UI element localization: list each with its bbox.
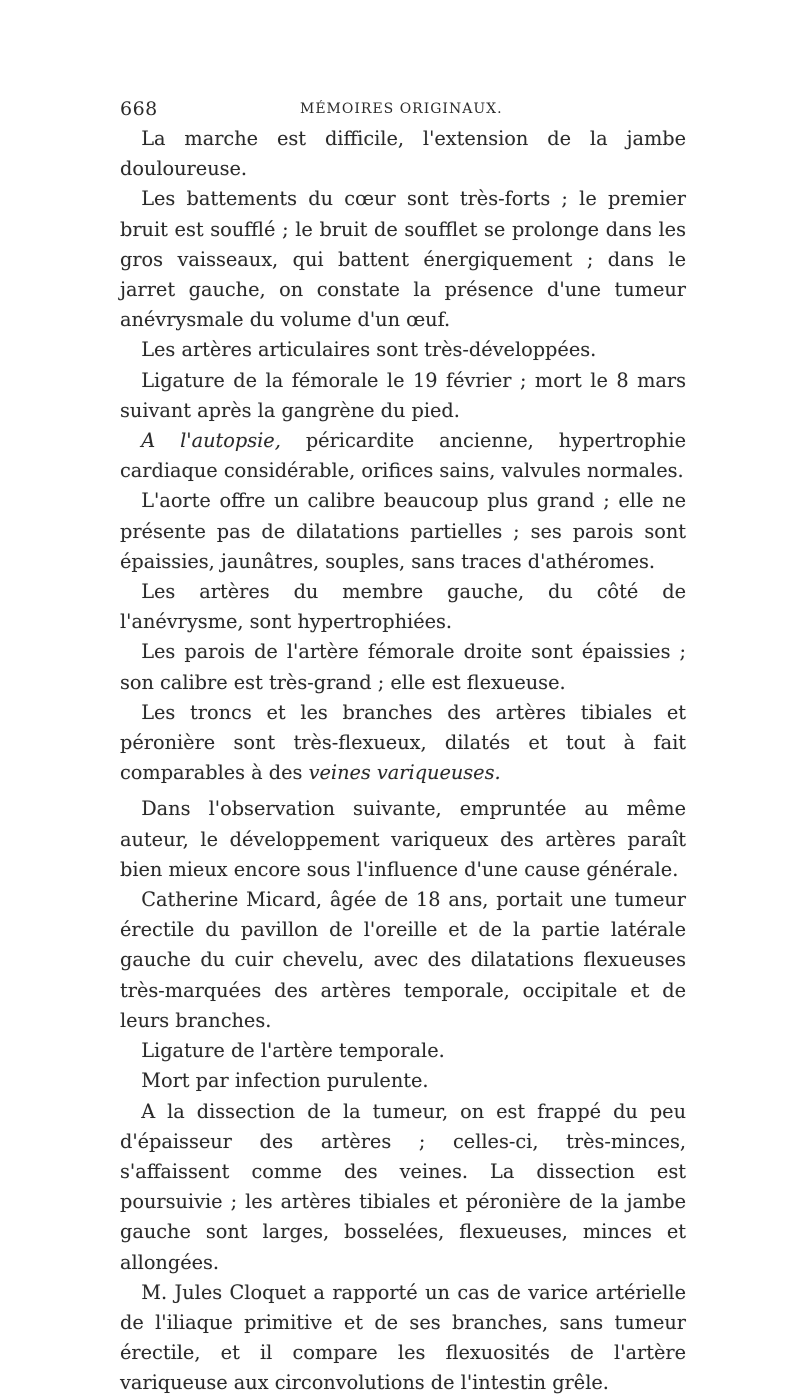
italic-trail: veines variqueuses. <box>308 761 501 785</box>
paragraph: Les troncs et les branches des artères tibiales et péronière sont très-flexueux, dilatés et tout à fait comparables à des veines variqueuses. <box>120 700 686 785</box>
paragraph: M. Jules Cloquet a rapporté un cas de varice artérielle de l'iliaque primitive et de ses branches, sans tumeur érectile, et il compare les flexuosités de l'artère variqueuse aux circonvolutions de l'intestin grêle. <box>120 1280 686 1395</box>
italic-lead: A l'autopsie, <box>141 429 281 453</box>
paragraph: A la dissection de la tumeur, on est frappé du peu d'épaisseur des artères ; celles-ci, très-minces, s'affaissent comme des veines. La dissection est poursuivie ; les artères tibiales et péronière de la jambe gauche sont larges, bosselées, flexueuses, minces et allongées. <box>120 1099 686 1274</box>
paragraph: A l'autopsie, péricardite ancienne, hypertrophie cardiaque considérable, orifices sains, valvules normales. <box>120 429 687 483</box>
paragraph: Les artères du membre gauche, du côté de l'anévrysme, sont hypertrophiées. <box>120 580 686 634</box>
body-text <box>120 124 686 1399</box>
page-header <box>120 98 680 122</box>
paragraph: Dans l'observation suivante, empruntée au même auteur, le développement variqueux des artères paraît bien mieux encore sous l'influence d'une cause générale. <box>120 797 686 881</box>
paragraph: Catherine Micard, âgée de 18 ans, portait une tumeur érectile du pavillon de l'oreille et de la partie latérale gauche du cuir chevelu, avec des dilatations flexueuses très-marquées des artères temporale, occipitale et de leurs branches. <box>120 888 686 1032</box>
page-number: 668 <box>120 98 158 120</box>
paragraph: La marche est difficile, l'extension de la jambe douloureuse. <box>120 127 686 181</box>
paragraph: Ligature de la fémorale le 19 février ; mort le 8 mars suivant après la gangrène du pied. <box>120 368 686 422</box>
running-head: MÉMOIRES ORIGINAUX. <box>300 101 503 117</box>
paragraph: Les battements du cœur sont très-forts ; le premier bruit est soufflé ; le bruit de soufflet se prolonge dans les gros vaisseaux, qui battent énergiquement ; dans le jarret gauche, on constate la présence d'une tumeur anévrysmale du volume d'un œuf. <box>120 187 686 332</box>
paragraph: L'aorte offre un calibre beaucoup plus grand ; elle ne présente pas de dilatations partielles ; ses parois sont épaissies, jaunâtres, souples, sans traces d'athéromes. <box>120 489 686 573</box>
paragraph: Les artères articulaires sont très-développées. <box>141 338 597 362</box>
paragraph: Les parois de l'artère fémorale droite sont épaissies ; son calibre est très-grand ; elle est flexueuse. <box>120 640 686 694</box>
paragraph: Ligature de l'artère temporale. <box>141 1039 445 1063</box>
paragraph: Mort par infection purulente. <box>141 1069 429 1093</box>
